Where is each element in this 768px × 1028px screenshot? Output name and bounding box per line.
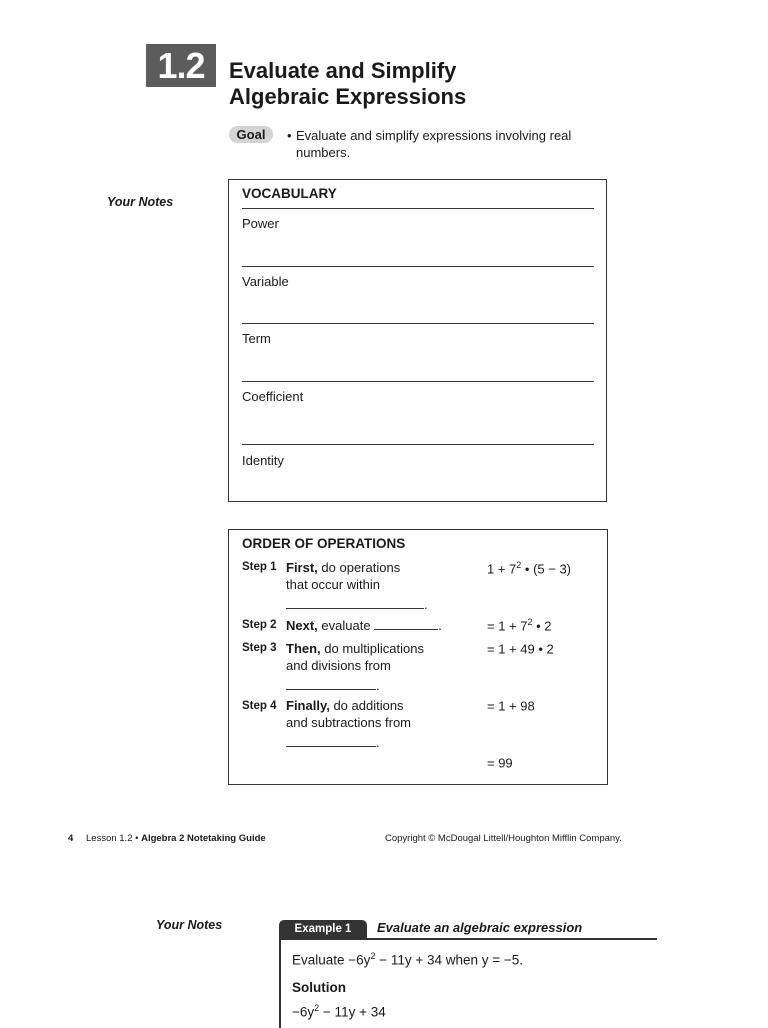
step-1-text (286, 559, 476, 613)
example-1-tab: Example 1 (279, 920, 367, 939)
vocab-answer-line (242, 266, 594, 267)
step-1-line2: that occur within (286, 577, 380, 592)
example-1-title: Evaluate an algebraic expression (377, 920, 583, 935)
vocab-term-variable: Variable (242, 274, 289, 289)
expression-4-pre: = 1 + 98 (487, 698, 535, 714)
vocabulary-heading: VOCABULARY (242, 186, 337, 201)
solution-line-1-exponent: 2 (314, 1003, 320, 1013)
step-2-text (286, 617, 476, 634)
vocab-answer-line (242, 381, 594, 382)
vocab-answer-line (242, 323, 594, 324)
vocab-term-coefficient: Coefficient (242, 389, 304, 404)
solution-line-1 (292, 1003, 386, 1020)
example-1-prompt (292, 951, 523, 968)
step-1-end: . (424, 597, 428, 612)
step-3-text (286, 640, 476, 694)
step-4-label: Step 4 (242, 700, 277, 712)
step-4-line2: and subtractions from (286, 715, 412, 730)
step-2-rest: evaluate (317, 618, 371, 633)
expression-5 (487, 754, 513, 770)
vocab-term-power: Power (242, 216, 279, 231)
step-3-label: Step 3 (242, 642, 277, 654)
expression-3-pre: = 1 + 49 • 2 (487, 641, 554, 657)
step-4-blank (286, 734, 376, 747)
step-2-end: . (438, 618, 442, 633)
step-2-label: Step 2 (242, 619, 277, 631)
solution-label: Solution (292, 980, 346, 995)
step-4-text (286, 697, 476, 751)
step-4-end: . (376, 735, 380, 750)
goal-bullet: • (287, 128, 292, 143)
title-line-1: Evaluate and Simplify (229, 58, 457, 83)
step-4-rest: do additions (329, 698, 404, 713)
step-1-lead: First, (286, 560, 318, 575)
step-1-label: Step 1 (242, 561, 277, 573)
title-line-2: Algebraic Expressions (229, 84, 467, 109)
vocabulary-heading-rule (242, 208, 594, 209)
goal-description: Evaluate and simplify expressions involving real numbers. (296, 128, 572, 160)
step-2-lead: Next, (286, 618, 318, 633)
expression-4 (487, 697, 535, 713)
expression-5-pre: = 99 (487, 755, 513, 771)
vocab-term-term: Term (242, 331, 271, 346)
order-of-operations-heading: ORDER OF OPERATIONS (242, 536, 406, 551)
expression-2-exponent: 2 (527, 617, 533, 627)
step-3-line2: and divisions from (286, 658, 391, 673)
step-3-rest: do multiplications (320, 641, 424, 656)
vocabulary-box (228, 179, 607, 502)
your-notes-label-page-2: Your Notes (156, 918, 223, 932)
footer-book-title: Algebra 2 Notetaking Guide (141, 833, 266, 844)
expression-1-post: • (5 − 3) (521, 561, 572, 577)
vocab-term-identity: Identity (242, 453, 284, 468)
footer-page-number: 4 (68, 833, 74, 844)
expression-2-post: • 2 (532, 618, 552, 634)
footer-lesson: Lesson 1.2 • (86, 833, 139, 844)
step-4-lead: Finally, (286, 698, 330, 713)
expression-2 (487, 617, 552, 633)
solution-line-1-b: − 11y + 34 (319, 1004, 386, 1020)
expression-2-pre: = 1 + 7 (487, 618, 528, 634)
expression-1-exponent: 2 (516, 560, 522, 570)
step-1-rest: do operations (317, 560, 401, 575)
order-of-operations-box (228, 529, 608, 785)
expression-1-pre: 1 + 7 (487, 561, 517, 577)
example-left-rule (279, 938, 281, 1028)
footer-lesson-ref (86, 833, 266, 844)
page-title (229, 58, 609, 110)
vocab-answer-line (242, 444, 594, 445)
step-3-end: . (376, 678, 380, 693)
your-notes-label: Your Notes (107, 195, 174, 209)
expression-1 (487, 560, 571, 576)
goal-label: Goal (229, 126, 273, 143)
step-3-lead: Then, (286, 641, 321, 656)
example-1-prompt-a: Evaluate −6y (292, 952, 371, 968)
solution-line-1-a: −6y (292, 1004, 315, 1020)
footer-copyright: Copyright © McDougal Littell/Houghton Mifflin Company. (385, 833, 622, 844)
step-1-blank (286, 596, 424, 609)
expression-3 (487, 640, 554, 656)
step-3-blank (286, 677, 376, 690)
example-1-prompt-exponent: 2 (370, 951, 376, 961)
goal-text (287, 127, 617, 161)
example-top-rule (279, 938, 657, 940)
example-1-prompt-b: − 11y + 34 when y = −5. (375, 952, 524, 968)
step-2-blank (374, 617, 438, 630)
lesson-number-badge: 1.2 (146, 44, 216, 87)
